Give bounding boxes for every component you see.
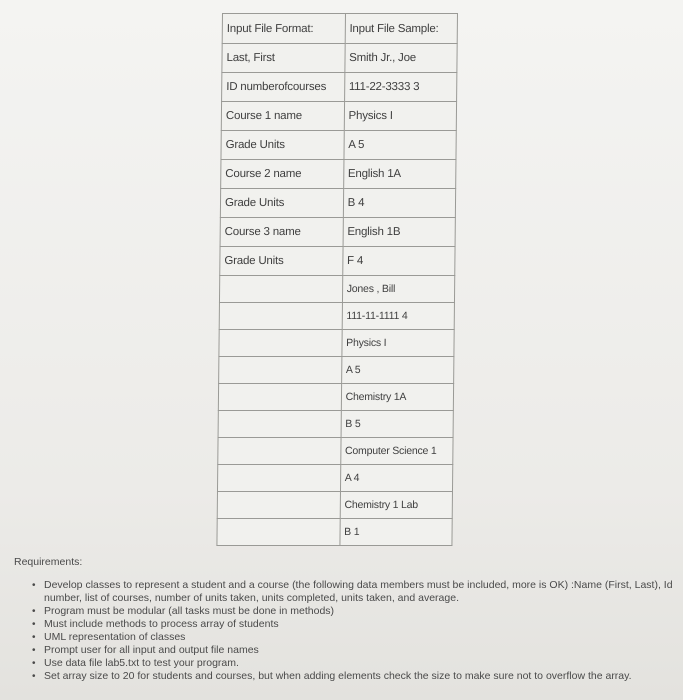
table-row	[218, 438, 453, 465]
sample-cell: A 4	[340, 465, 453, 492]
list-item	[32, 605, 680, 618]
list-item	[32, 644, 680, 657]
list-item	[32, 618, 680, 631]
format-cell: Course 2 name	[221, 160, 344, 189]
table-row	[222, 44, 457, 73]
header-sample: Input File Sample:	[345, 14, 458, 44]
table-row	[219, 330, 454, 357]
format-cell	[218, 384, 341, 411]
header-format: Input File Format:	[222, 14, 345, 44]
sample-cell: Physics I	[344, 102, 457, 131]
table-row	[221, 160, 456, 189]
format-cell	[218, 438, 341, 465]
format-cell	[219, 276, 342, 303]
input-file-table-sheet	[216, 13, 458, 546]
list-item	[32, 657, 680, 670]
format-cell	[217, 519, 340, 546]
sample-cell: 111-11-1111 4	[342, 303, 455, 330]
table-header-row	[222, 14, 457, 44]
sample-cell: B 5	[341, 411, 454, 438]
table-row	[221, 102, 456, 131]
format-cell: Course 1 name	[221, 102, 344, 131]
sample-cell: English 1A	[343, 160, 456, 189]
sample-cell: Smith Jr., Joe	[345, 44, 458, 73]
sample-cell: B 1	[340, 519, 453, 546]
sample-cell: Chemistry 1 Lab	[340, 492, 453, 519]
requirement-text: Use data file lab5.txt to test your program.	[44, 657, 239, 669]
table-row	[217, 465, 452, 492]
format-cell	[218, 411, 341, 438]
requirement-text: Program must be modular (all tasks must be done in methods)	[44, 605, 335, 617]
sample-cell: Chemistry 1A	[341, 384, 454, 411]
format-cell: Grade Units	[221, 131, 344, 160]
requirement-text: Must include methods to process array of students	[44, 618, 279, 630]
bullet-icon: •	[32, 645, 36, 656]
table-row	[222, 73, 457, 102]
bullet-icon: •	[32, 580, 36, 591]
table-row	[220, 247, 455, 276]
list-item	[32, 670, 680, 683]
format-cell	[217, 492, 340, 519]
sample-cell: Jones , Bill	[342, 276, 455, 303]
requirement-text: Develop classes to represent a student and a course (the following data members must be included, more is OK) :Name (First, Last), Id number, list of courses, number of units taken, units completed, units taken, and average.	[44, 579, 673, 604]
requirements-section	[14, 556, 680, 683]
format-cell: Grade Units	[220, 247, 343, 276]
table-row	[219, 357, 454, 384]
table-row	[219, 276, 454, 303]
bullet-icon: •	[32, 632, 36, 643]
table-row	[220, 189, 455, 218]
list-item	[32, 631, 680, 644]
bullet-icon: •	[32, 619, 36, 630]
table-row	[217, 519, 452, 546]
requirements-title: Requirements:	[14, 556, 83, 568]
table-row	[218, 384, 453, 411]
sample-cell: 111-22-3333 3	[344, 73, 457, 102]
bullet-icon: •	[32, 606, 36, 617]
table-row	[217, 492, 452, 519]
format-cell	[217, 465, 340, 492]
format-cell: ID numberofcourses	[222, 73, 345, 102]
format-cell	[219, 303, 342, 330]
list-item	[32, 579, 680, 605]
table-row	[221, 131, 456, 160]
table-row	[218, 411, 453, 438]
bullet-icon: •	[32, 671, 36, 682]
input-file-table	[216, 13, 458, 546]
format-cell	[219, 357, 342, 384]
sample-cell: English 1B	[343, 218, 456, 247]
requirement-text: Set array size to 20 for students and courses, but when adding elements check the size to make sure not to overflow the array.	[44, 670, 632, 682]
sample-cell: A 5	[344, 131, 457, 160]
requirement-text: UML representation of classes	[44, 631, 186, 643]
sample-cell: Computer Science 1	[340, 438, 453, 465]
format-cell: Grade Units	[220, 189, 343, 218]
sample-cell: F 4	[342, 247, 455, 276]
bullet-icon: •	[32, 658, 36, 669]
sample-cell: A 5	[341, 357, 454, 384]
format-cell: Course 3 name	[220, 218, 343, 247]
sample-cell: B 4	[343, 189, 456, 218]
requirement-text: Prompt user for all input and output file names	[44, 644, 259, 656]
format-cell: Last, First	[222, 44, 345, 73]
sample-cell: Physics I	[342, 330, 455, 357]
requirements-list	[14, 579, 680, 683]
table-row	[220, 218, 455, 247]
table-row	[219, 303, 454, 330]
format-cell	[219, 330, 342, 357]
